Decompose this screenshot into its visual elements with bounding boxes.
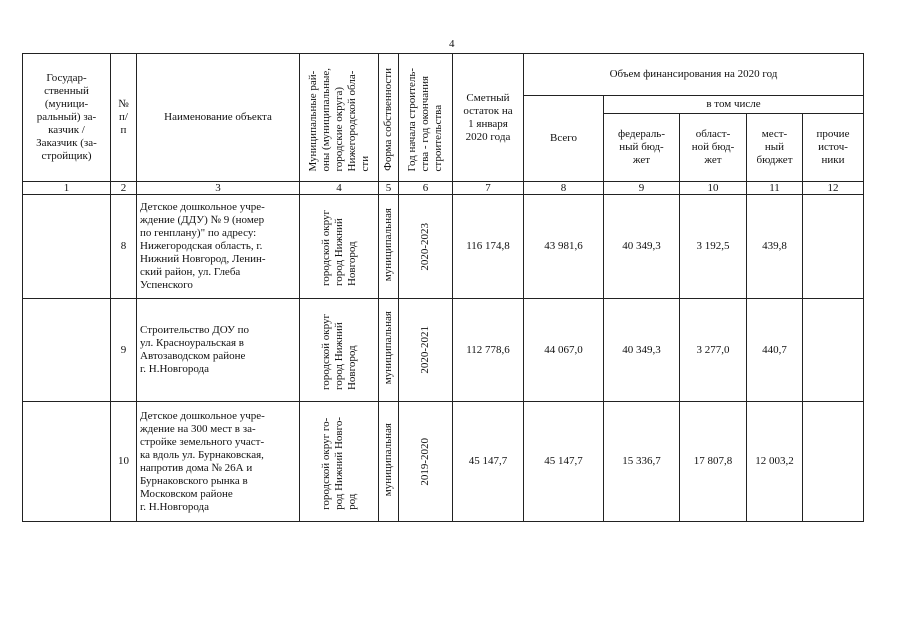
years-cell-text: 2019-2020 bbox=[419, 437, 431, 486]
regional-budget-cell bbox=[680, 299, 747, 402]
federal-budget-cell bbox=[604, 402, 680, 522]
balance-cell-text: 45 147,7 bbox=[468, 455, 508, 467]
federal-budget-cell-text: 15 336,7 bbox=[622, 455, 661, 467]
customer-cell bbox=[23, 195, 111, 299]
header-other: прочие источ- ники bbox=[803, 114, 864, 182]
object-name-cell-text: Детское дошкольное учре- ждение на 300 мест в за- стройке земельного участ- ка вдоль ул. Бурнаковская, напротив дома № 26А и Бурнаковского рынка в Московском районе г. Н.Новгорода bbox=[140, 409, 265, 513]
header-including-group: в том числе bbox=[604, 96, 864, 114]
column-number-cell: 10 bbox=[680, 182, 747, 195]
header-local: мест- ный бюджет bbox=[747, 114, 803, 182]
other-sources-cell bbox=[803, 195, 864, 299]
column-number-cell: 8 bbox=[524, 182, 604, 195]
total-cell-text: 43 981,6 bbox=[544, 240, 583, 252]
local-budget-cell-text: 440,7 bbox=[762, 343, 787, 356]
page-number: 4 bbox=[449, 38, 455, 50]
customer-cell bbox=[23, 299, 111, 402]
balance-cell bbox=[453, 299, 524, 402]
column-number-cell: 2 bbox=[111, 182, 137, 195]
row-number-cell-text: 9 bbox=[120, 343, 127, 356]
municipality-cell bbox=[300, 299, 379, 402]
other-sources-cell bbox=[803, 299, 864, 402]
header-object-name: Наименование объекта bbox=[137, 54, 300, 182]
federal-budget-cell bbox=[604, 299, 680, 402]
years-cell-text: 2020-2021 bbox=[419, 326, 431, 374]
ownership-cell-text: муниципальная bbox=[382, 311, 394, 385]
balance-cell-text: 112 778,6 bbox=[466, 343, 510, 356]
row-number-cell-text: 10 bbox=[118, 455, 129, 467]
local-budget-cell bbox=[747, 402, 803, 522]
header-balance: Сметный остаток на 1 января 2020 года bbox=[453, 54, 524, 182]
municipality-cell-text: городской округ го- род Нижний Новго- род bbox=[319, 417, 358, 510]
municipality-cell-text: городской округ город Нижний Новгород bbox=[319, 313, 358, 391]
balance-cell-text: 116 174,8 bbox=[466, 240, 510, 252]
column-number-cell: 12 bbox=[803, 182, 864, 195]
object-name-cell bbox=[137, 299, 300, 402]
column-number-cell: 7 bbox=[453, 182, 524, 195]
municipality-cell-text: городской округ город Нижний Новгород bbox=[319, 210, 358, 287]
header-ownership: Форма собственности bbox=[379, 54, 399, 182]
regional-budget-cell-text: 3 192,5 bbox=[696, 240, 730, 252]
financing-table bbox=[22, 53, 864, 522]
federal-budget-cell bbox=[604, 195, 680, 299]
row-number-cell bbox=[111, 195, 137, 299]
column-number-cell: 11 bbox=[747, 182, 803, 195]
row-number-cell bbox=[111, 402, 137, 522]
column-number-cell: 6 bbox=[399, 182, 453, 195]
regional-budget-cell bbox=[680, 195, 747, 299]
customer-cell bbox=[23, 402, 111, 522]
column-number-cell: 5 bbox=[379, 182, 399, 195]
regional-budget-cell-text: 17 807,8 bbox=[693, 455, 733, 467]
total-cell-text: 44 067,0 bbox=[544, 343, 583, 356]
header-funding-group: Объем финансирования на 2020 год bbox=[524, 54, 864, 96]
municipality-cell bbox=[300, 402, 379, 522]
ownership-cell-text: муниципальная bbox=[382, 207, 394, 282]
total-cell-text: 45 147,7 bbox=[544, 455, 583, 467]
local-budget-cell bbox=[747, 299, 803, 402]
total-cell bbox=[524, 402, 604, 522]
object-name-cell-text: Строительство ДОУ по ул. Красноуральская в Автозаводском районе г. Н.Новгорода bbox=[140, 324, 250, 375]
header-federal: федераль- ный бюд- жет bbox=[604, 114, 680, 182]
municipality-cell bbox=[300, 195, 379, 299]
header-total: Всего bbox=[524, 96, 604, 182]
header-years: Год начала строитель- ства - год окончания строительства bbox=[399, 54, 453, 182]
column-number-cell: 9 bbox=[604, 182, 680, 195]
federal-budget-cell-text: 40 349,3 bbox=[622, 343, 661, 356]
balance-cell bbox=[453, 402, 524, 522]
federal-budget-cell-text: 40 349,3 bbox=[622, 240, 661, 252]
table-row bbox=[23, 299, 864, 402]
balance-cell bbox=[453, 195, 524, 299]
local-budget-cell-text: 12 003,2 bbox=[755, 455, 794, 467]
column-number-cell: 4 bbox=[300, 182, 379, 195]
total-cell bbox=[524, 299, 604, 402]
column-number-cell: 3 bbox=[137, 182, 300, 195]
column-number-cell: 1 bbox=[23, 182, 111, 195]
regional-budget-cell bbox=[680, 402, 747, 522]
ownership-cell-text: муниципальная bbox=[382, 422, 394, 497]
row-number-cell-text: 8 bbox=[120, 240, 127, 252]
object-name-cell bbox=[137, 195, 300, 299]
header-municipality: Муниципальные рай- оны (муниципальные, городские округа) Нижегородской обла- сти bbox=[300, 54, 379, 182]
ownership-cell bbox=[379, 195, 399, 299]
years-cell-text: 2020-2023 bbox=[419, 222, 431, 271]
regional-budget-cell-text: 3 277,0 bbox=[696, 343, 730, 356]
row-number-cell bbox=[111, 299, 137, 402]
header-regional: област- ной бюд- жет bbox=[680, 114, 747, 182]
local-budget-cell-text: 439,8 bbox=[762, 240, 787, 252]
ownership-cell bbox=[379, 402, 399, 522]
years-cell bbox=[399, 195, 453, 299]
local-budget-cell bbox=[747, 195, 803, 299]
years-cell bbox=[399, 402, 453, 522]
object-name-cell-text: Детское дошкольное учре- ждение (ДДУ) № 9 (номер по генплану)" по адресу: Нижегородская область, г. Нижний Новгород, Ленин- ский район, ул. Глеба Успенского bbox=[140, 201, 266, 291]
column-numbers-row bbox=[23, 182, 864, 195]
table-row bbox=[23, 402, 864, 522]
object-name-cell bbox=[137, 402, 300, 522]
table-row bbox=[23, 195, 864, 299]
other-sources-cell bbox=[803, 402, 864, 522]
years-cell bbox=[399, 299, 453, 402]
total-cell bbox=[524, 195, 604, 299]
ownership-cell bbox=[379, 299, 399, 402]
header-customer: Государ- ственный (муници- pальный) за- казчик / Заказчик (за- стройщик) bbox=[23, 54, 111, 182]
header-number: № п/ п bbox=[111, 54, 137, 182]
